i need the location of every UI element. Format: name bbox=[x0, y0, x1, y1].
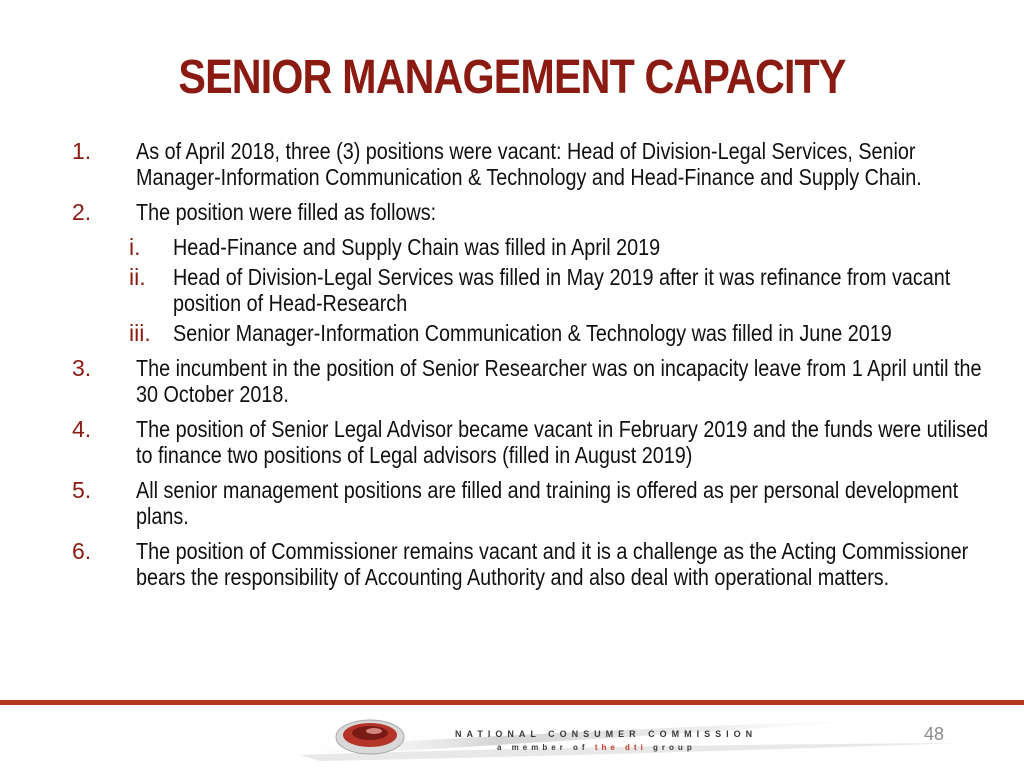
sub-list-number: ii. bbox=[129, 264, 146, 290]
list-number: 6. bbox=[72, 538, 92, 564]
list-text: All senior management positions are filled and training is offered as per personal development plans. bbox=[136, 477, 959, 529]
list-item bbox=[72, 199, 972, 225]
sub-list-text: Head of Division-Legal Services was filled in May 2019 after it was refinance from vacant position of Head-Research bbox=[173, 264, 951, 316]
list-text: The position of Senior Legal Advisor became vacant in February 2019 and the funds were utilised to finance two positions of Legal advisors (filled in August 2019) bbox=[136, 416, 989, 468]
sub-list-item bbox=[129, 264, 989, 316]
slide-body bbox=[0, 138, 1024, 599]
tagline-accent: the dti bbox=[594, 743, 647, 752]
list-item bbox=[72, 538, 972, 590]
org-tagline bbox=[497, 743, 696, 752]
list-item bbox=[72, 355, 982, 407]
list-number: 1. bbox=[72, 138, 92, 164]
list-text: The position of Commissioner remains vacant and it is a challenge as the Acting Commissioner bears the responsibility of Accounting Authority and also deal with operational matters. bbox=[136, 538, 969, 590]
slide-title: SENIOR MANAGEMENT CAPACITY bbox=[178, 51, 846, 104]
list-number: 4. bbox=[72, 416, 92, 442]
sub-list-text: Head-Finance and Supply Chain was filled in April 2019 bbox=[173, 234, 661, 260]
sub-list-item bbox=[129, 320, 989, 346]
sub-list-number: i. bbox=[129, 234, 141, 260]
list-item bbox=[72, 138, 972, 190]
list-text: As of April 2018, three (3) positions were vacant: Head of Division-Legal Services, Senior Manager-Information Communication & Technology and Head-Finance and Supply Chain. bbox=[136, 138, 922, 190]
sub-list-text: Senior Manager-Information Communication & Technology was filled in June 2019 bbox=[173, 320, 892, 346]
list-text: The incumbent in the position of Senior Researcher was on incapacity leave from 1 April until the 30 October 2018. bbox=[136, 355, 982, 407]
ncc-logo-icon bbox=[330, 711, 410, 761]
list-number: 3. bbox=[72, 355, 92, 381]
list-number: 2. bbox=[72, 199, 92, 225]
tagline-prefix: a member of bbox=[497, 743, 589, 752]
list-number: 5. bbox=[72, 477, 92, 503]
sub-list-number: iii. bbox=[129, 320, 151, 346]
page-number: 48 bbox=[923, 724, 944, 744]
sub-list-item bbox=[129, 234, 989, 260]
list-text: The position were filled as follows: bbox=[136, 199, 437, 225]
tagline-suffix: group bbox=[653, 743, 696, 752]
org-name: NATIONAL CONSUMER COMMISSION bbox=[455, 729, 758, 739]
list-item bbox=[72, 477, 972, 529]
list-item bbox=[72, 416, 989, 468]
